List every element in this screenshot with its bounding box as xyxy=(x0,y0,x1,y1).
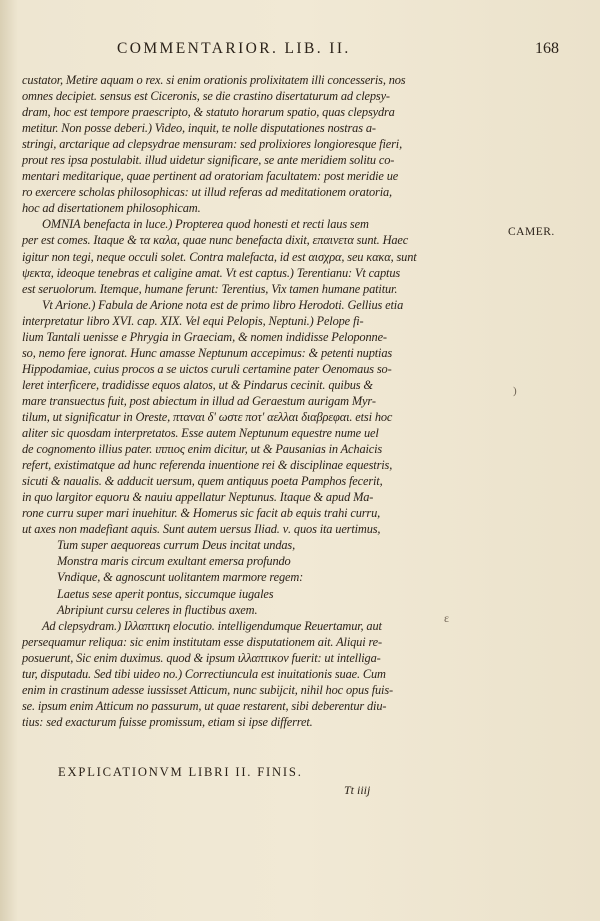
text-line: tilum, ut significatur in Oreste, πταναι δ' ωστε ποτ' αελλαι διαβρεφαι. etsi hoc xyxy=(22,409,393,424)
text-line: est seruolorum. Itemque, humane ferunt: Terentius, Vix tamen humane patitur. xyxy=(22,281,398,296)
text-line: ro exercere scholas philosophicas: ut illud referas ad meditationem oratoria, xyxy=(22,185,392,200)
text-line: prout res ipsa postulabit. illud uidetur significare, se ante meridiem solitu co- xyxy=(22,153,395,168)
signature-mark: Tt iiij xyxy=(344,783,371,797)
text-line: Vt Arione.) Fabula de Arione nota est de primo libro Herodoti. Gellius etia xyxy=(42,297,404,312)
text-line: rone curru super mari inuehitur. & Homerus sic facit ab equis trahi curru, xyxy=(22,506,381,521)
text-line: se. ipsum enim Atticum no passurum, ut quae restarent, sibi deberentur diu- xyxy=(22,698,387,713)
text-line: mare transuectus fuit, post abiectum in illud ad Geraestum aurigam Myr- xyxy=(22,393,376,408)
text-line: ψεκτα, ideoque tenebras et caligine amat. Vt est captus.) Terentianu: Vt captus xyxy=(22,265,401,280)
margin-mark: ) xyxy=(513,385,517,397)
text-line: tius: sed exacturum fuisse promissum, etiam si ipse differret. xyxy=(22,714,313,729)
marginal-note: CAMER. xyxy=(508,226,555,238)
text-line: so, nemo fere ignorat. Hunc amasse Neptunum accepimus: & petenti nuptias xyxy=(22,345,393,360)
text-line: per est comes. Itaque & τα καλα, quae nunc benefacta dixit, επαινετα sunt. Haec xyxy=(22,233,409,248)
page-header xyxy=(0,40,600,64)
text-line: posuerunt, Sic enim duximus. quod & ipsum ιλλαπτικον fuerit: ut intelliga- xyxy=(22,650,381,665)
margin-mark: ɛ xyxy=(444,611,450,625)
text-line: lium Tantali uenisse e Phrygia in Graeciam, & nomen indidisse Peloponne- xyxy=(22,329,387,344)
text-line: sicuti & naualis. & adducit uersum, quem antiquus poeta Pamphos fecerit, xyxy=(22,474,383,489)
text-line: Hippodamiae, cuius procos a se uictos curuli certamine pater Oenomaus so- xyxy=(22,361,392,376)
text-line: de cognomento illius pater. ιππιος enim dicitur, ut & Pausanias in Achaicis xyxy=(22,442,383,457)
text-line: OMNIA benefacta in luce.) Propterea quod honesti et recti laus sem xyxy=(42,217,369,232)
verse-line: Laetus sese aperit pontus, siccumque iugales xyxy=(57,586,274,601)
text-line: stringi, arctarique ad clepsydrae mensuram: sed prolixiores longioresque fieri, xyxy=(22,137,403,152)
text-line: metitur. Non posse deberi.) Video, inquit, te nolle disputationes nostras a- xyxy=(22,121,376,136)
text-line: Ad clepsydram.) Ιλλαπτικη elocutio. intelligendumque Reuertamur, aut xyxy=(42,618,382,633)
text-line: persequamur reliqua: sic enim institutam esse disputationem ait. Aliqui re- xyxy=(22,634,382,649)
text-line: aliter sic quosdam interpretatos. Esse autem Neptunum equestre nume uel xyxy=(22,426,379,441)
text-line: dram, hoc est tempore praescripto, & statuto horarum spatio, quas clepsydra xyxy=(22,105,395,120)
text-line: igitur non tegi, neque occuli solet. Contra malefacta, id est αισχρα, seu κακα, sunt xyxy=(22,249,417,264)
commentary-text xyxy=(22,72,502,730)
text-line: enim in crastinum adesse iussisset Atticum, nunc subijcit, nihil hoc opus fuis- xyxy=(22,682,393,697)
text-line: refert, existimatque ad hunc referenda inuentione rei & disciplinae equestris, xyxy=(22,458,393,473)
text-line: hoc ad disertationem philosophicam. xyxy=(22,201,201,216)
running-head: COMMENTARIOR. LIB. II. xyxy=(117,40,351,57)
verse-line: Monstra maris circum exultant emersa profundo xyxy=(57,554,291,569)
verse-line: Vndique, & agnoscunt uolitantem marmore regem: xyxy=(57,570,304,585)
verse-line: Tum super aequoreas currum Deus incitat undas, xyxy=(57,538,296,553)
text-line: omnes decipiet. sensus est Ciceronis, se die crastino disertaturum ad clepsy- xyxy=(22,89,390,104)
text-line: ut axes non madefiant aquis. Sunt autem uersus Iliad. ν. quos ita uertimus, xyxy=(22,522,381,537)
text-line: leret interficere, tradidisse equos alatos, ut & Pindarus cecinit. quibus & xyxy=(22,377,373,392)
text-line: in quo largitor equoru & nauiu appellatur Neptunus. Itaque & apud Ma- xyxy=(22,490,374,505)
text-line: interpretatur libro XVI. cap. XIX. Vel equi Pelopis, Neptuni.) Pelope fi- xyxy=(22,313,364,328)
text-line: custator, Metire aquam o rex. si enim orationis prolixitatem illi concesseris, nos xyxy=(22,73,406,87)
verse-line: Abripiunt cursu celeres in fluctibus axem. xyxy=(57,602,258,617)
text-line: mentari meditarique, quae pertinent ad oratoriam facultatem: post meridie ue xyxy=(22,169,399,184)
page-number: 168 xyxy=(535,40,559,57)
text-line: tur, disputadu. Sed tibi uideo no.) Correctiuncula est inuitationis suae. Cum xyxy=(22,666,386,681)
book-explicit: EXPLICATIONVM LIBRI II. FINIS. xyxy=(58,765,303,779)
